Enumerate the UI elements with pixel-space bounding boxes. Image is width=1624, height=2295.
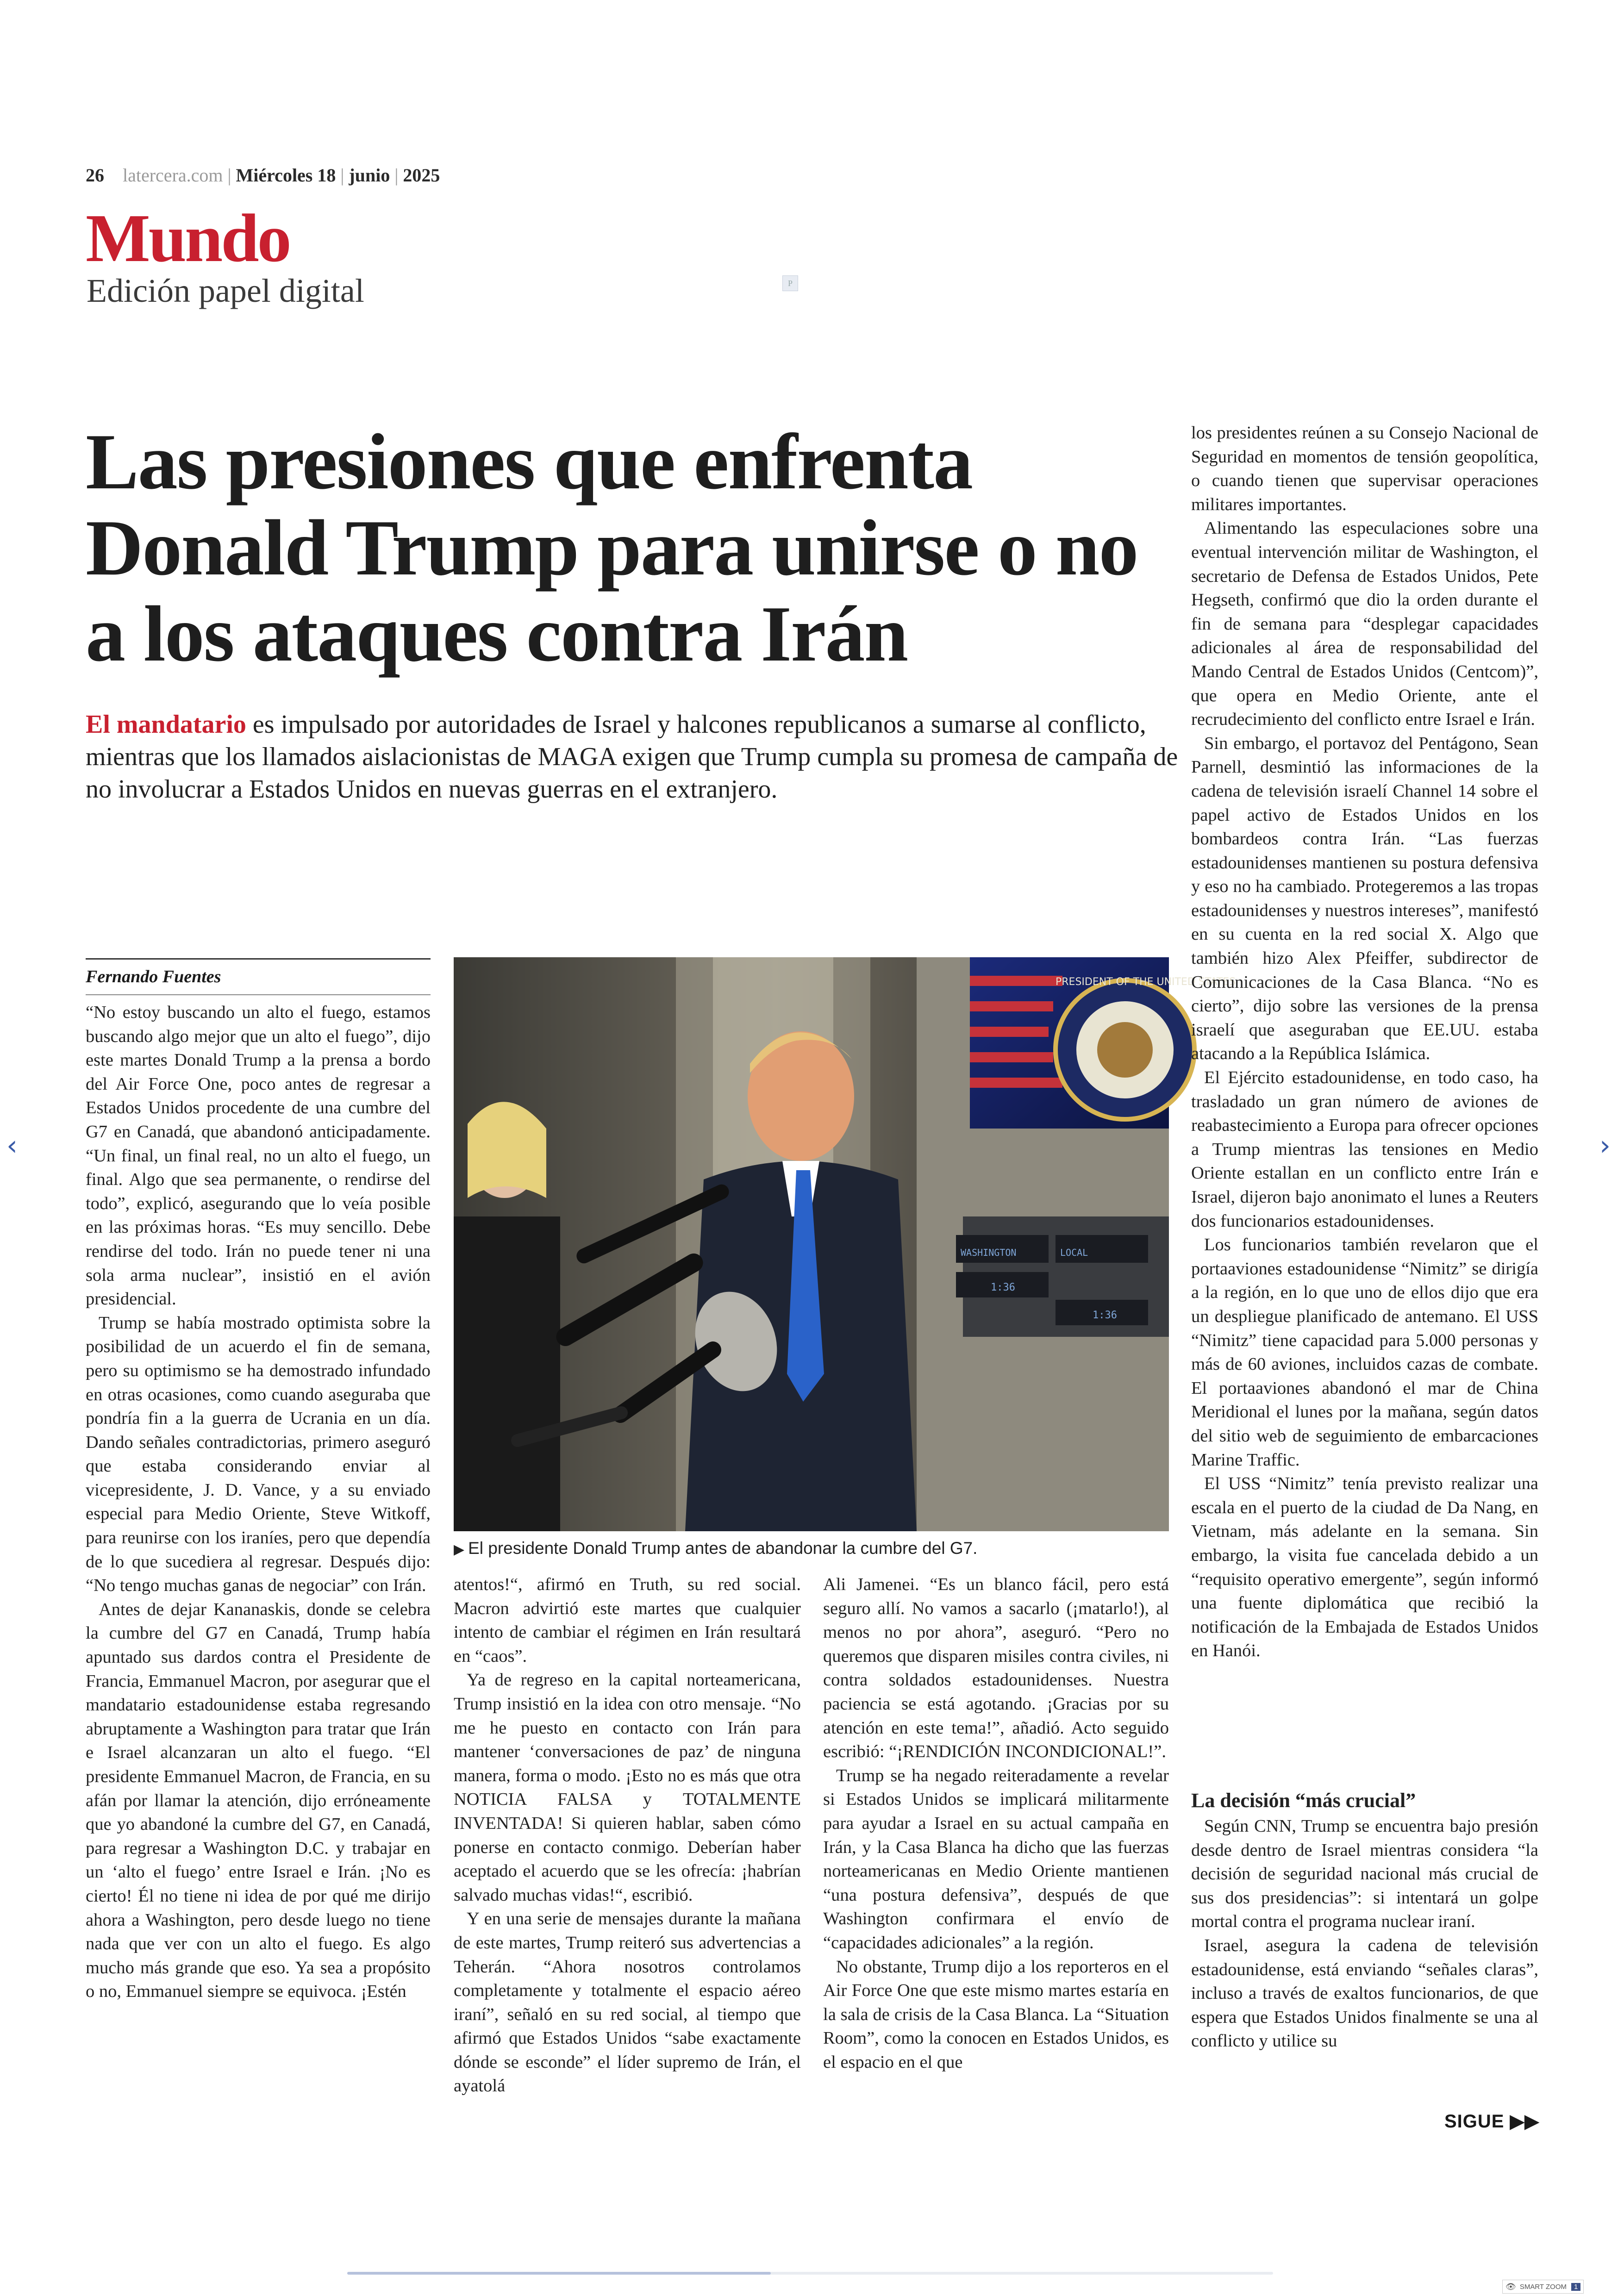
paragraph: Trump se había mostrado optimista sobre la posibilidad de un acuerdo el fin de semana, pero su optimismo se ha demostrado infundado en otras ocasiones, como cuando aseguraba que pondría fin a la guerra de Ucrania en un día. Dando señales contradictorias, primero aseguró que estaba considerando enviar al vicepresidente, J. D. Vance, y a su enviado especial para Medio Oriente, Steve Witkoff, para reunirse con los iraníes, pero que dependía de lo que sucediera al regresar. Después dijo: “No tengo muchas ganas de negociar” con Irán.	[86, 1313, 431, 1596]
date-year: 2025	[403, 164, 440, 186]
paragraph: “No estoy buscando un alto el fuego, estamos buscando algo mejor que un alto el fuego”, dijo este martes Donald Trump a la prensa a bordo del Air Force One, poco antes de regresar a Estados Unidos procedente de una cumbre del G7 en Canadá, que abandonó anticipadamente. “Un final, un final real, no un alto el fuego, un final. Algo que sea permanente, o rendirse del todo”, explicó, asegurando que lo veía posible en las próximas horas. “Es muy sencillo. Debe rendirse del todo. Irán no puede tener ni una sola arma nuclear”, insistió en el avión presidencial.	[86, 1003, 431, 1309]
article-column-3	[823, 1573, 1169, 2074]
article-column-4	[1191, 421, 1538, 1663]
article-lede	[86, 708, 1187, 805]
chevron-left-icon[interactable]: ‹	[6, 1129, 18, 1162]
separator: |	[340, 164, 344, 186]
article-column-2	[454, 1573, 801, 2098]
byline: Fernando Fuentes	[86, 967, 221, 986]
paragraph: Trump se ha negado reiteradamente a revelar si Estados Unidos se implicará militarmente para ayudar a Israel en su actual campaña en Irán, y la Casa Blanca ha dicho que las fuerzas norteamericanas en Medio Oriente mantienen “una postura defensiva”, después de que Washington confirmara el envío de “capacidades adicionales” a la región.	[823, 1765, 1169, 1952]
lede-text: es impulsado por autoridades de Israel y halcones republicanos a sumarse al conflicto, mientras que los llamados aislacionistas de MAGA exigen que Trump cumpla su promesa de campaña de no involucrar a Estados Unidos en nuevas guerras en el extranjero.	[86, 710, 1178, 804]
page-indicator: 1	[1571, 2283, 1580, 2291]
article-headline: Las presiones que enfrenta Donald Trump para unirse o no a los ataques contra Irán	[86, 418, 1138, 678]
eye-icon: 👁	[1505, 2282, 1516, 2291]
panel-time-1: 1:36	[991, 1282, 1015, 1293]
paragraph: Y en una serie de mensajes durante la mañana de este martes, Trump reiteró sus advertencias a Teherán. “Ahora nosotros controlamos completamente y totalmente el espacio aéreo iraní”, señaló en su red social, al tiempo que afirmó que Estados Unidos “sabe exactamente dónde se esconde” el líder supremo de Irán, el ayatolá	[454, 1909, 801, 2096]
byline-divider	[86, 994, 431, 995]
chevron-right-icon[interactable]: ›	[1599, 1129, 1611, 1162]
paragraph: Ya de regreso en la capital norteamericana, Trump insistió en la idea con otro mensaje. “No me he puesto en contacto con Irán para mantener ‘conversaciones de paz’ de ninguna manera, forma o modo. ¡Esto no es más que otra NOTICIA FALSA y TOTALMENTE INVENTADA! Si quieren hablar, saben cómo ponerse en contacto conmigo. Deberían haber aceptado el acuerdo que se les ofrecía: ¡habrían salvado muchas vidas!“, escribió.	[454, 1670, 801, 1905]
paragraph: Sin embargo, el portavoz del Pentágono, Sean Parnell, desmintió las informaciones de la cadena de televisión israelí Channel 14 sobre el papel activo de Estados Unidos en los bombardeos contra Irán. “Las fuerzas estadounidenses mantienen su postura defensiva y eso no ha cambiado. Protegeremos a las tropas estadounidenses y nuestros intereses”, manifestó en su cuenta en la red social X. Algo que también hizo Alex Pfeiffer, subdirector de Comunicaciones de la Casa Blanca. “No es cierto”, dijo sobre las versiones de la prensa israelí que aseguraban que EE.UU. estaba atacando a la República Islámica.	[1191, 733, 1538, 1064]
continue-label: SIGUE ▶▶	[1444, 2111, 1540, 2132]
scrollbar-thumb[interactable]	[347, 2272, 771, 2275]
seal-text: PRESIDENT OF THE UNITED STATES	[1056, 976, 1236, 988]
lede-keyword: El mandatario	[86, 710, 246, 739]
subheading: La decisión “más crucial”	[1191, 1789, 1416, 1812]
paragraph: No obstante, Trump dijo a los reporteros en el Air Force One que este mismo martes estaría en la sala de crisis de la Casa Blanca. La “Situation Room”, como la conocen en Estados Unidos, es el espacio en el que	[823, 1957, 1169, 2072]
date-day: Miércoles 18	[236, 164, 336, 186]
paragraph: Los funcionarios también revelaron que el portaaviones estadounidense “Nimitz” se dirigía a la región, en lo que uno de ellos dijo que era un despliegue planificado de antemano. El USS “Nimitz” tiene capacidad para 5.000 personas y más de 60 aviones, incluidos cazas de combate. El portaaviones abandonó el mar de China Meridional el lunes por la mañana, según datos del sitio web de seguimiento de embarcaciones Marine Traffic.	[1191, 1235, 1538, 1470]
separator: |	[394, 164, 399, 186]
paragraph: Antes de dejar Kananaskis, donde se celebra la cumbre del G7 en Canadá, Trump había apuntado sus dardos contra el Presidente de Francia, Emmanuel Macron, por asegurar que el mandatario estadounidense estaba regresando abruptamente a Washington para tratar que Irán e Israel alcanzaran un alto el fuego. “El presidente Emmanuel Macron, de Francia, en su afán por llamar la atención, dijo erróneamente que yo abandoné la cumbre del G7, en Canadá, para regresar a Washington D.C. y trabajar en un ‘alto el fuego’ entre Israel e Irán. ¡No es cierto! Él no tiene ni idea de por qué me dirijo ahora a Washington, pero desde luego no tiene nada que ver con un alto el fuego. Es algo mucho más grande que eso. Ya sea a propósito o no, Emmanuel siempre se equivoca. ¡Estén	[86, 1599, 431, 2002]
article-photo[interactable]	[454, 957, 1236, 1531]
article-column-1	[86, 1001, 431, 2004]
article-column-4-continued	[1191, 1787, 1538, 2053]
paragraph: Israel, asegura la cadena de televisión estadounidense, está enviando “señales claras”, incluso a través de exaltos funcionarios, de que espera que Estados Unidos finalmente se una al conflicto y utilice su	[1191, 1935, 1538, 2051]
paragraph: El USS “Nimitz” tenía previsto realizar una escala en el puerto de la ciudad de Da Nang, en Vietnam, más adelante en la semana. Sin embargo, la visita fue cancelada debido a un “requisito operativo emergente”, según informó una fuente diplomática que recibió la notificación de la Embajada de Estados Unidos en Hanói.	[1191, 1474, 1538, 1661]
panel-time-2: 1:36	[1093, 1310, 1117, 1321]
photo-caption	[454, 1537, 1169, 1561]
caption-text: El presidente Donald Trump antes de abandonar la cumbre del G7.	[468, 1539, 978, 1558]
site-name: latercera.com	[123, 164, 223, 186]
panel-local: LOCAL	[1060, 1247, 1088, 1258]
paragraph: Ali Jamenei. “Es un blanco fácil, pero está seguro allí. No vamos a sacarlo (¡matarlo!), al menos no por ahora”, aseguró. “Pero no queremos que disparen misiles contra civiles, ni contra soldados estadounidenses. Nuestra paciencia se está agotando. ¡Gracias por su atención en este tema!”, añadió. Acto seguido escribió: “¡RENDICIÓN INCONDICIONAL!”.	[823, 1575, 1169, 1762]
section-title: Mundo	[86, 200, 290, 276]
paragraph: los presidentes reúnen a su Consejo Nacional de Seguridad en momentos de tensión geopolítica, o cuando tienen que supervisar operaciones militares importantes.	[1191, 423, 1538, 514]
paragraph: Según CNN, Trump se encuentra bajo presión desde dentro de Israel mientras considera “la decisión de seguridad nacional más crucial de sus dos presidencias”: si intentará un golpe mortal contra el programa nuclear iraní.	[1191, 1816, 1538, 1932]
caption-triangle-icon: ▶	[454, 1542, 465, 1557]
date-month: junio	[349, 164, 390, 186]
trump-photo-illustration	[454, 957, 1236, 1531]
smart-zoom-button[interactable]	[1502, 2280, 1584, 2294]
smart-zoom-label: SMART ZOOM	[1519, 2283, 1567, 2291]
paragraph: El Ejército estadounidense, en todo caso, ha trasladado un gran número de aviones de reabastecimiento a Europa para ofrecer opciones a Trump mientras las tensiones en Medio Oriente estallan en un conflicto entre Irán e Israel, dijeron bajo anonimato el lunes a Reuters dos funcionarios estadounidenses.	[1191, 1068, 1538, 1231]
panel-washington: WASHINGTON	[961, 1247, 1017, 1258]
edition-label: Edición papel digital	[87, 272, 364, 309]
byline-divider	[86, 958, 431, 960]
page-header	[86, 161, 440, 189]
page-number: 26	[86, 164, 104, 186]
page-marker-icon[interactable]: P	[782, 275, 798, 291]
paragraph: atentos!“, afirmó en Truth, su red social. Macron advirtió este martes que cualquier intento de cambiar el régimen en Irán resultará en “caos”.	[454, 1575, 801, 1666]
separator: |	[227, 164, 231, 186]
paragraph: Alimentando las especulaciones sobre una eventual intervención militar de Washington, el secretario de Defensa de Estados Unidos, Pete Hegseth, confirmó que dio la orden durante el fin de semana para “desplegar capacidades adicionales al área de responsabilidad del Mando Central de Estados Unidos (Centcom)”, que opera en Medio Oriente, ante el recrudecimiento del conflicto entre Israel e Irán.	[1191, 518, 1538, 730]
